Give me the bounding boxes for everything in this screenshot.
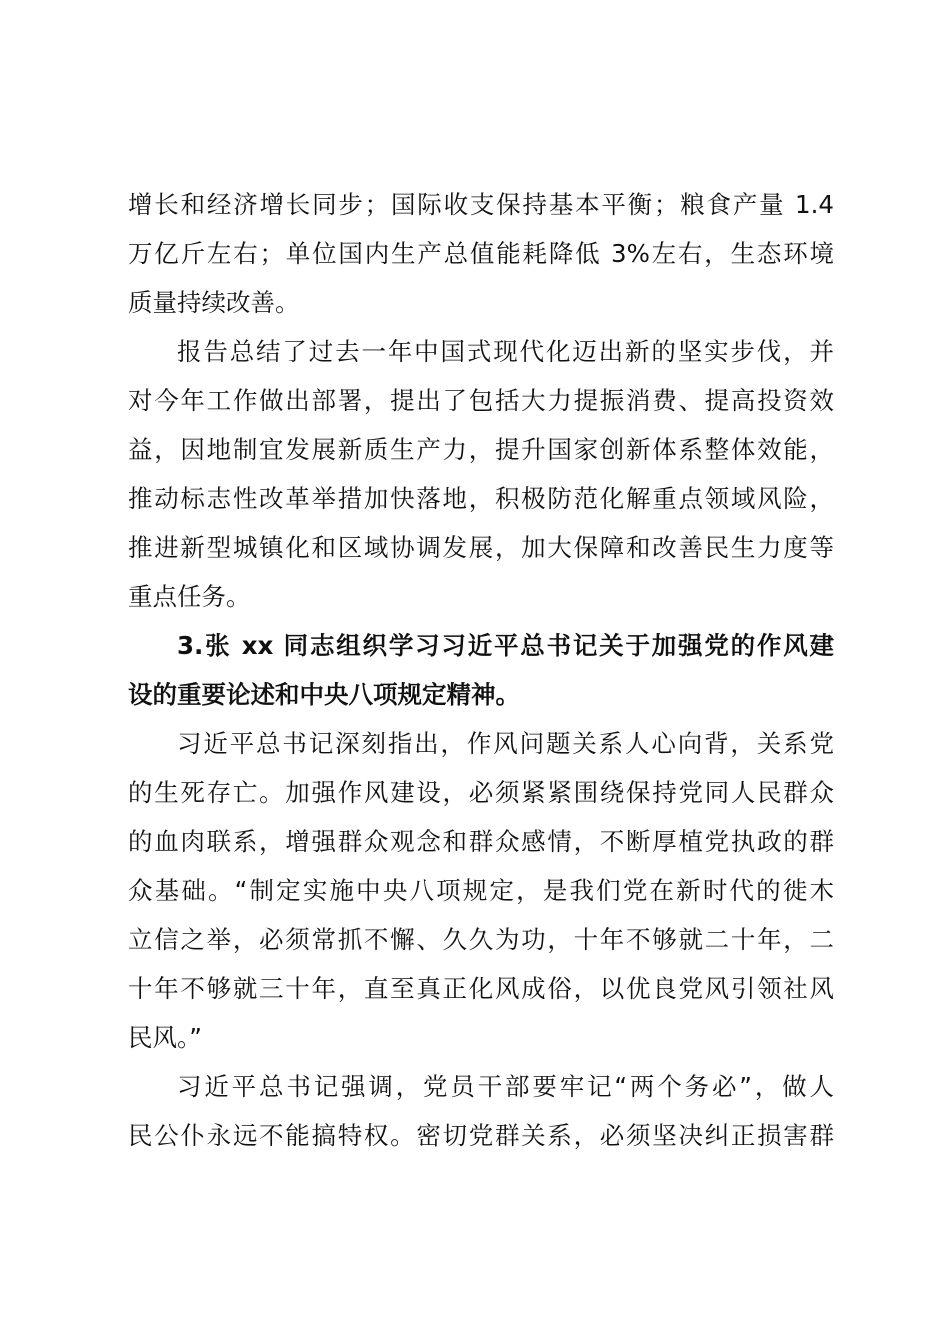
paragraph-line: 万亿斤左右；单位国内生产总值能耗降低 3%左右，生态环境 [128,239,834,268]
paragraph-line: 的血肉联系，增强群众观念和群众感情，不断厚植党执政的群 [128,827,834,856]
document-body [128,180,834,1160]
paragraph-line: 众基础。“制定实施中央八项规定，是我们党在新时代的徙木 [128,876,834,905]
paragraph-line: 民公仆永远不能搞特权。密切党群关系，必须坚决纠正损害群 [128,1121,834,1150]
paragraph-line: 推进新型城镇化和区域协调发展，加大保障和改善民生力度等 [128,533,834,562]
section-heading [128,621,834,719]
paragraph-line: 立信之举，必须常抓不懈、久久为功，十年不够就二十年，二 [128,925,834,954]
paragraph-line: 增长和经济增长同步；国际收支保持基本平衡；粮食产量 1.4 [128,190,834,219]
heading-line: 3.张 xx 同志组织学习习近平总书记关于加强党的作风建 [177,631,834,660]
paragraph-line: 益，因地制宜发展新质生产力，提升国家创新体系整体效能， [128,435,834,464]
paragraph [128,719,834,1062]
paragraph-line: 对今年工作做出部署，提出了包括大力提振消费、提高投资效 [128,386,834,415]
paragraph [128,1062,834,1160]
heading-line: 设的重要论述和中央八项规定精神。 [128,680,520,709]
paragraph-line: 报告总结了过去一年中国式现代化迈出新的坚实步伐，并 [177,337,834,366]
paragraph-line: 习近平总书记强调，党员干部要牢记“两个务必”，做人 [177,1072,834,1101]
paragraph-line: 十年不够就三十年，直至真正化风成俗，以优良党风引领社风 [128,974,834,1003]
paragraph-line: 质量持续改善。 [128,288,300,317]
paragraph-line: 重点任务。 [128,582,251,611]
paragraph-line: 的生死存亡。加强作风建设，必须紧紧围绕保持党同人民群众 [128,778,834,807]
paragraph-line: 习近平总书记深刻指出，作风问题关系人心向背，关系党 [177,729,834,758]
paragraph-line: 推动标志性改革举措加快落地，积极防范化解重点领域风险， [128,484,834,513]
paragraph [128,180,834,327]
paragraph [128,327,834,621]
paragraph-line: 民风。” [128,1023,202,1052]
